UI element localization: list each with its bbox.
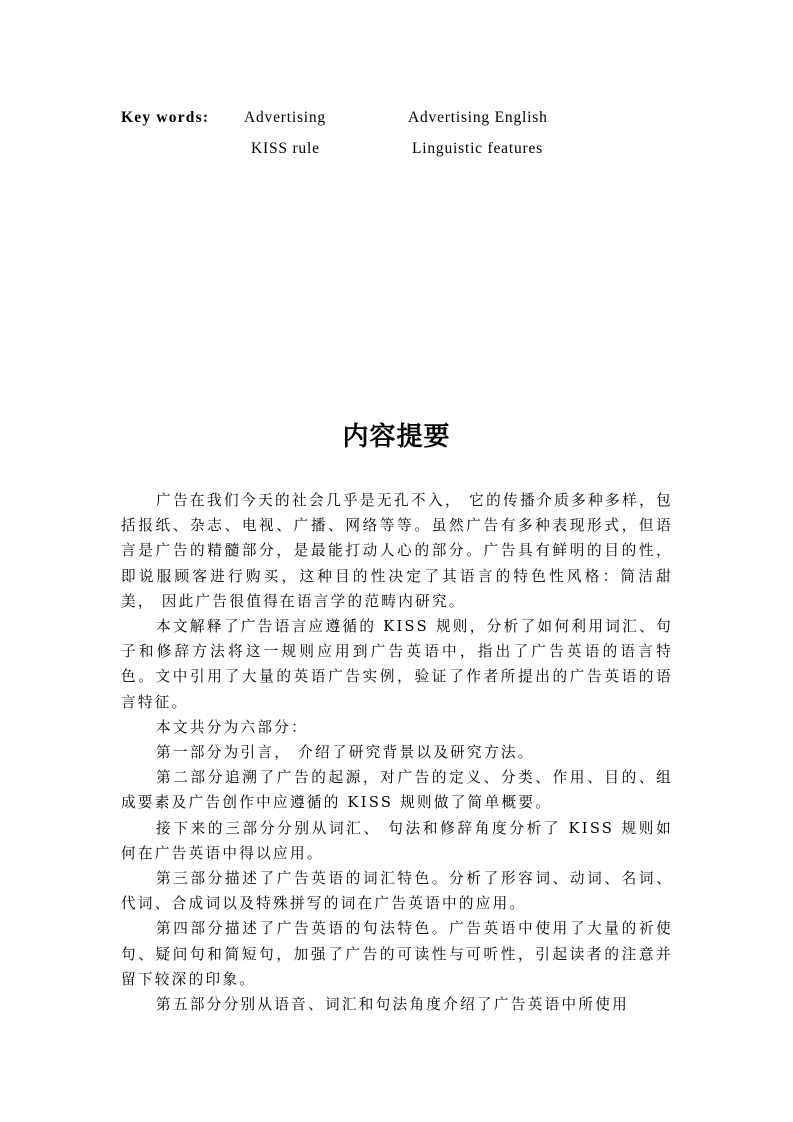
keyword-item: Linguistic features xyxy=(412,140,543,157)
abstract-paragraph: 广告在我们今天的社会几乎是无孔不入， 它的传播介质多种多样，包括报纸、杂志、电视、广播、网络等等。虽然广告有多种表现形式，但语言是广告的精髓部分，是最能打动人心的部分。广告具有鲜明的目的性，即说服顾客进行购买，这种目的性决定了其语言的特色性风格：简洁甜美， 因此广告很值得在语言学的范畴内研究。 xyxy=(121,492,673,610)
keyword-item: Advertising English xyxy=(408,109,548,126)
abstract-paragraph: 接下来的三部分分别从词汇、 句法和修辞角度分析了 KISS 规则如何在广告英语中得以应用。 xyxy=(121,819,673,862)
abstract-paragraph: 第二部分追溯了广告的起源，对广告的定义、分类、作用、目的、组成要素及广告创作中应遵循的 KISS 规则做了简单概要。 xyxy=(121,769,673,812)
abstract-paragraph: 第五部分分别从语音、词汇和句法角度介绍了广告英语中所使用 xyxy=(156,996,630,1014)
keyword-item: KISS rule xyxy=(251,140,320,157)
abstract-paragraph: 第三部分描述了广告英语的词汇特色。分析了形容词、动词、名词、代词、合成词以及特殊拼写的词在广告英语中的应用。 xyxy=(121,870,673,913)
abstract-paragraph: 第四部分描述了广告英语的句法特色。广告英语中使用了大量的祈使句、疑问句和简短句，加强了广告的可读性与可听性，引起读者的注意并留下较深的印象。 xyxy=(121,920,673,988)
abstract-paragraph: 本文共分为六部分： xyxy=(156,718,309,736)
abstract-body xyxy=(121,488,673,1017)
section-title: 内容提要 xyxy=(342,422,451,452)
abstract-paragraph: 本文解释了广告语言应遵循的 KISS 规则，分析了如何利用词汇、句子和修辞方法将这一规则应用到广告英语中，指出了广告英语的语言特色。文中引用了大量的英语广告实例，验证了作者所提出的广告英语的语言特征。 xyxy=(121,618,673,711)
keywords-label: Key words: xyxy=(121,109,210,126)
abstract-paragraph: 第一部分为引言， 介绍了研究背景以及研究方法。 xyxy=(156,744,535,762)
keyword-item: Advertising xyxy=(244,109,326,126)
